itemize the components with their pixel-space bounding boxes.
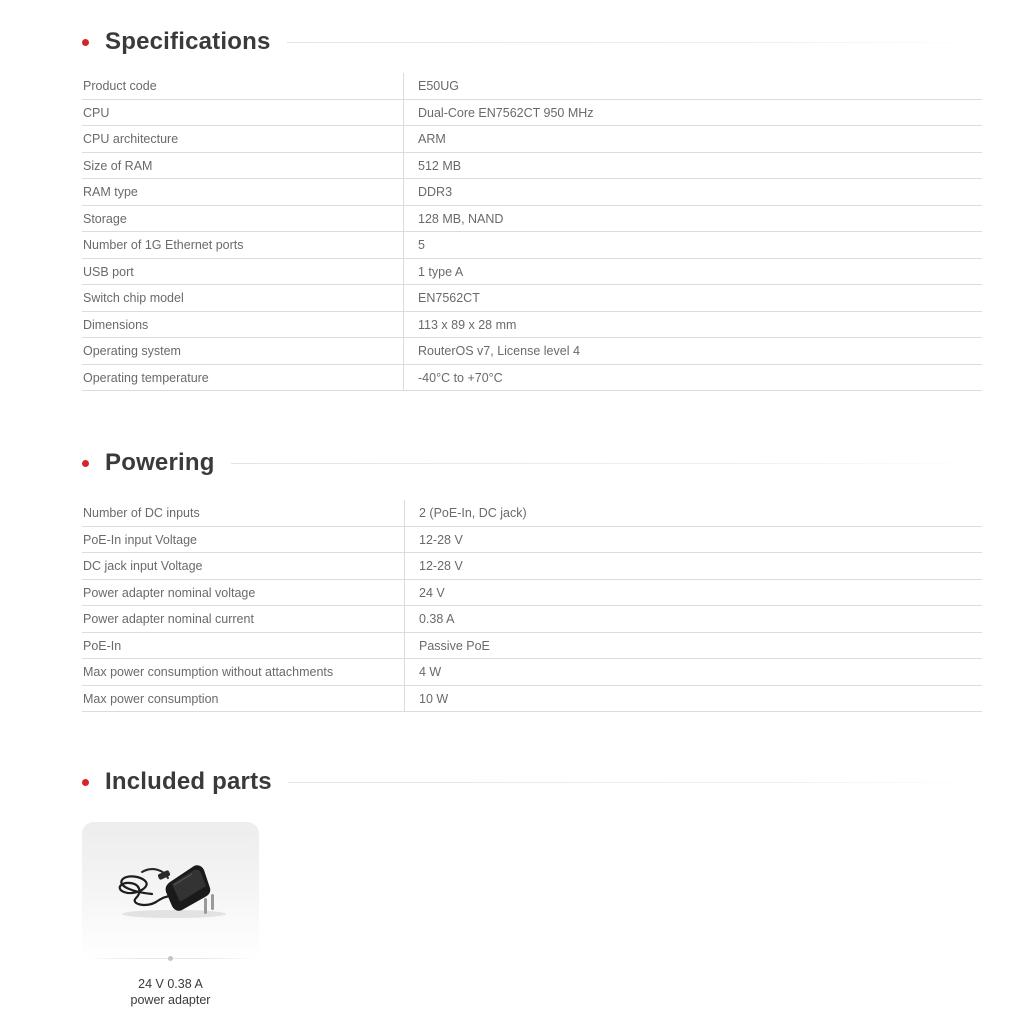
table-row (82, 179, 982, 206)
row-label: Switch chip model (83, 291, 184, 306)
row-value: 5 (418, 238, 425, 253)
section-title: Included parts (105, 768, 272, 795)
row-label: Product code (83, 79, 157, 94)
bullet-dot-icon (82, 39, 89, 46)
table-row (82, 553, 982, 580)
row-value: 1 type A (418, 264, 464, 279)
table-row (82, 259, 982, 286)
powering-table (82, 500, 982, 712)
specifications-heading (82, 27, 982, 57)
row-label: Max power consumption (83, 691, 219, 706)
table-row (82, 285, 982, 312)
row-value: 12-28 V (419, 559, 463, 574)
row-value: 4 W (419, 665, 442, 680)
row-value: -40°C to +70°C (418, 370, 503, 385)
table-row (82, 312, 982, 339)
row-value: 113 x 89 x 28 mm (418, 317, 517, 332)
row-value: RouterOS v7, License level 4 (418, 344, 580, 359)
row-label: Storage (83, 211, 127, 226)
row-value: ARM (418, 132, 446, 147)
row-label: USB port (83, 264, 134, 279)
row-value: 10 W (419, 691, 449, 706)
row-value: 0.38 A (419, 612, 455, 627)
row-label: Size of RAM (83, 158, 153, 173)
row-value: 24 V (419, 585, 445, 600)
table-row (82, 686, 982, 713)
section-title: Specifications (105, 28, 271, 55)
row-value: DDR3 (418, 185, 453, 200)
row-value: 12-28 V (419, 532, 463, 547)
table-row (82, 153, 982, 180)
table-row (82, 100, 982, 127)
powering-heading (82, 448, 982, 478)
table-row (82, 126, 982, 153)
row-label: Dimensions (83, 317, 149, 332)
row-value: E50UG (418, 79, 459, 94)
row-label: PoE-In (83, 638, 122, 653)
row-label: Operating temperature (83, 370, 209, 385)
row-label: DC jack input Voltage (83, 559, 203, 574)
row-label: Number of DC inputs (83, 506, 200, 521)
part-caption-line: 24 V 0.38 A (138, 977, 203, 991)
row-label: Power adapter nominal voltage (83, 585, 256, 600)
part-caption-line: power adapter (130, 993, 211, 1007)
row-label: PoE-In input Voltage (83, 532, 197, 547)
table-row (82, 338, 982, 365)
table-row (82, 73, 982, 100)
table-row (82, 527, 982, 554)
power-adapter-icon (112, 852, 232, 922)
table-row (82, 580, 982, 607)
row-value: 512 MB (418, 158, 462, 173)
row-value: Dual-Core EN7562CT 950 MHz (418, 105, 594, 120)
bullet-dot-icon (82, 460, 89, 467)
row-label: CPU (83, 105, 110, 120)
row-label: CPU architecture (83, 132, 179, 147)
table-row (82, 606, 982, 633)
table-row (82, 365, 982, 392)
table-row (82, 659, 982, 686)
bullet-dot-icon (82, 779, 89, 786)
row-label: Max power consumption without attachments (83, 665, 334, 680)
specifications-table (82, 73, 982, 391)
row-label: Number of 1G Ethernet ports (83, 238, 244, 253)
row-label: Operating system (83, 344, 181, 359)
table-row (82, 206, 982, 233)
row-value: Passive PoE (419, 638, 490, 653)
row-label: Power adapter nominal current (83, 612, 254, 627)
heading-divider (231, 463, 982, 464)
row-label: RAM type (83, 185, 138, 200)
table-row (82, 232, 982, 259)
heading-divider (288, 782, 982, 783)
carousel-dot-icon[interactable] (168, 956, 173, 961)
row-value: 128 MB, NAND (418, 211, 504, 226)
part-caption (82, 976, 259, 1008)
row-value: EN7562CT (418, 291, 480, 306)
table-row (82, 633, 982, 660)
included-parts-heading (82, 767, 982, 797)
included-part-card[interactable] (82, 822, 259, 960)
section-title: Powering (105, 449, 215, 476)
heading-divider (287, 42, 982, 43)
table-row (82, 500, 982, 527)
row-value: 2 (PoE-In, DC jack) (419, 506, 527, 521)
